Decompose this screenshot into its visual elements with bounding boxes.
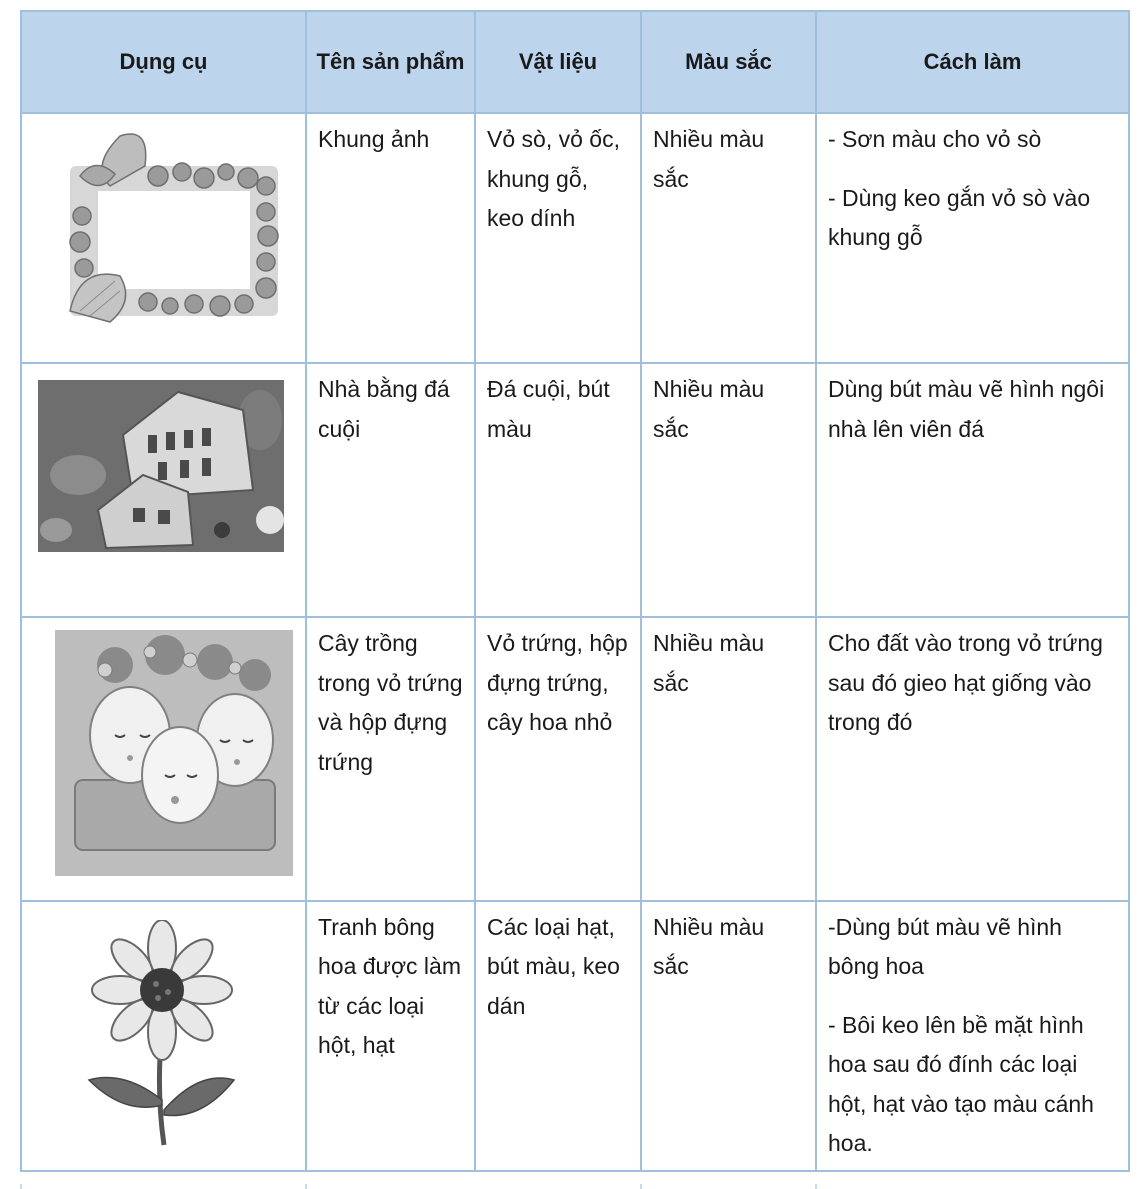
image-cell	[21, 901, 306, 1171]
header-row	[21, 11, 1129, 113]
method-step: Dùng bút màu vẽ hình ngôi nhà lên viên đá	[828, 376, 1105, 442]
product-cell: Khung ảnh	[306, 113, 475, 363]
table-row	[21, 901, 1129, 1171]
method-step: - Sơn màu cho vỏ sò	[828, 126, 1042, 152]
header-color: Màu sắc	[641, 11, 816, 113]
table-row	[21, 617, 1129, 900]
materials-cell: Đá cuội, bút màu	[475, 363, 641, 617]
seed-flower-picture-icon	[84, 920, 240, 1148]
table-edge-mark	[815, 1184, 817, 1189]
method-cell	[816, 901, 1129, 1171]
materials-cell: Vỏ trứng, hộp đựng trứng, cây hoa nhỏ	[475, 617, 641, 900]
table-row	[21, 113, 1129, 363]
eggshell-planter-icon	[55, 630, 293, 876]
pebble-house-icon	[38, 380, 284, 552]
header-method: Cách làm	[816, 11, 1129, 113]
product-cell: Nhà bằng đá cuội	[306, 363, 475, 617]
table-edge-mark	[20, 1184, 22, 1189]
table-row	[21, 363, 1129, 617]
table-edge-mark	[640, 1184, 642, 1189]
color-cell: Nhiều màu sắc	[641, 113, 816, 363]
materials-cell: Vỏ sò, vỏ ốc, khung gỗ, keo dính	[475, 113, 641, 363]
header-materials: Vật liệu	[475, 11, 641, 113]
header-product: Tên sản phẩm	[306, 11, 475, 113]
image-cell	[21, 617, 306, 900]
method-step: -Dùng bút màu vẽ hình bông hoa	[828, 913, 1062, 980]
method-step: Cho đất vào trong vỏ trứng sau đó gieo hạt giống vào trong đó	[828, 630, 1103, 736]
method-step: - Dùng keo gắn vỏ sò vào khung gỗ	[828, 184, 1091, 250]
header-tools: Dụng cụ	[21, 11, 306, 113]
method-cell	[816, 617, 1129, 900]
craft-table	[20, 10, 1130, 1172]
shell-photo-frame-icon	[40, 126, 290, 331]
color-cell: Nhiều màu sắc	[641, 617, 816, 900]
product-cell: Tranh bông hoa được làm từ các loại hột, hạt	[306, 901, 475, 1171]
image-cell	[21, 363, 306, 617]
image-cell	[21, 113, 306, 363]
method-step: - Bôi keo lên bề mặt hình hoa sau đó đính các loại hột, hạt vào tạo màu cánh hoa.	[828, 1011, 1094, 1157]
color-cell: Nhiều màu sắc	[641, 363, 816, 617]
method-cell	[816, 363, 1129, 617]
materials-cell: Các loại hạt, bút màu, keo dán	[475, 901, 641, 1171]
product-cell: Cây trồng trong vỏ trứng và hộp đựng trứng	[306, 617, 475, 900]
color-cell: Nhiều màu sắc	[641, 901, 816, 1171]
table-edge-mark	[305, 1184, 307, 1189]
method-cell	[816, 113, 1129, 363]
